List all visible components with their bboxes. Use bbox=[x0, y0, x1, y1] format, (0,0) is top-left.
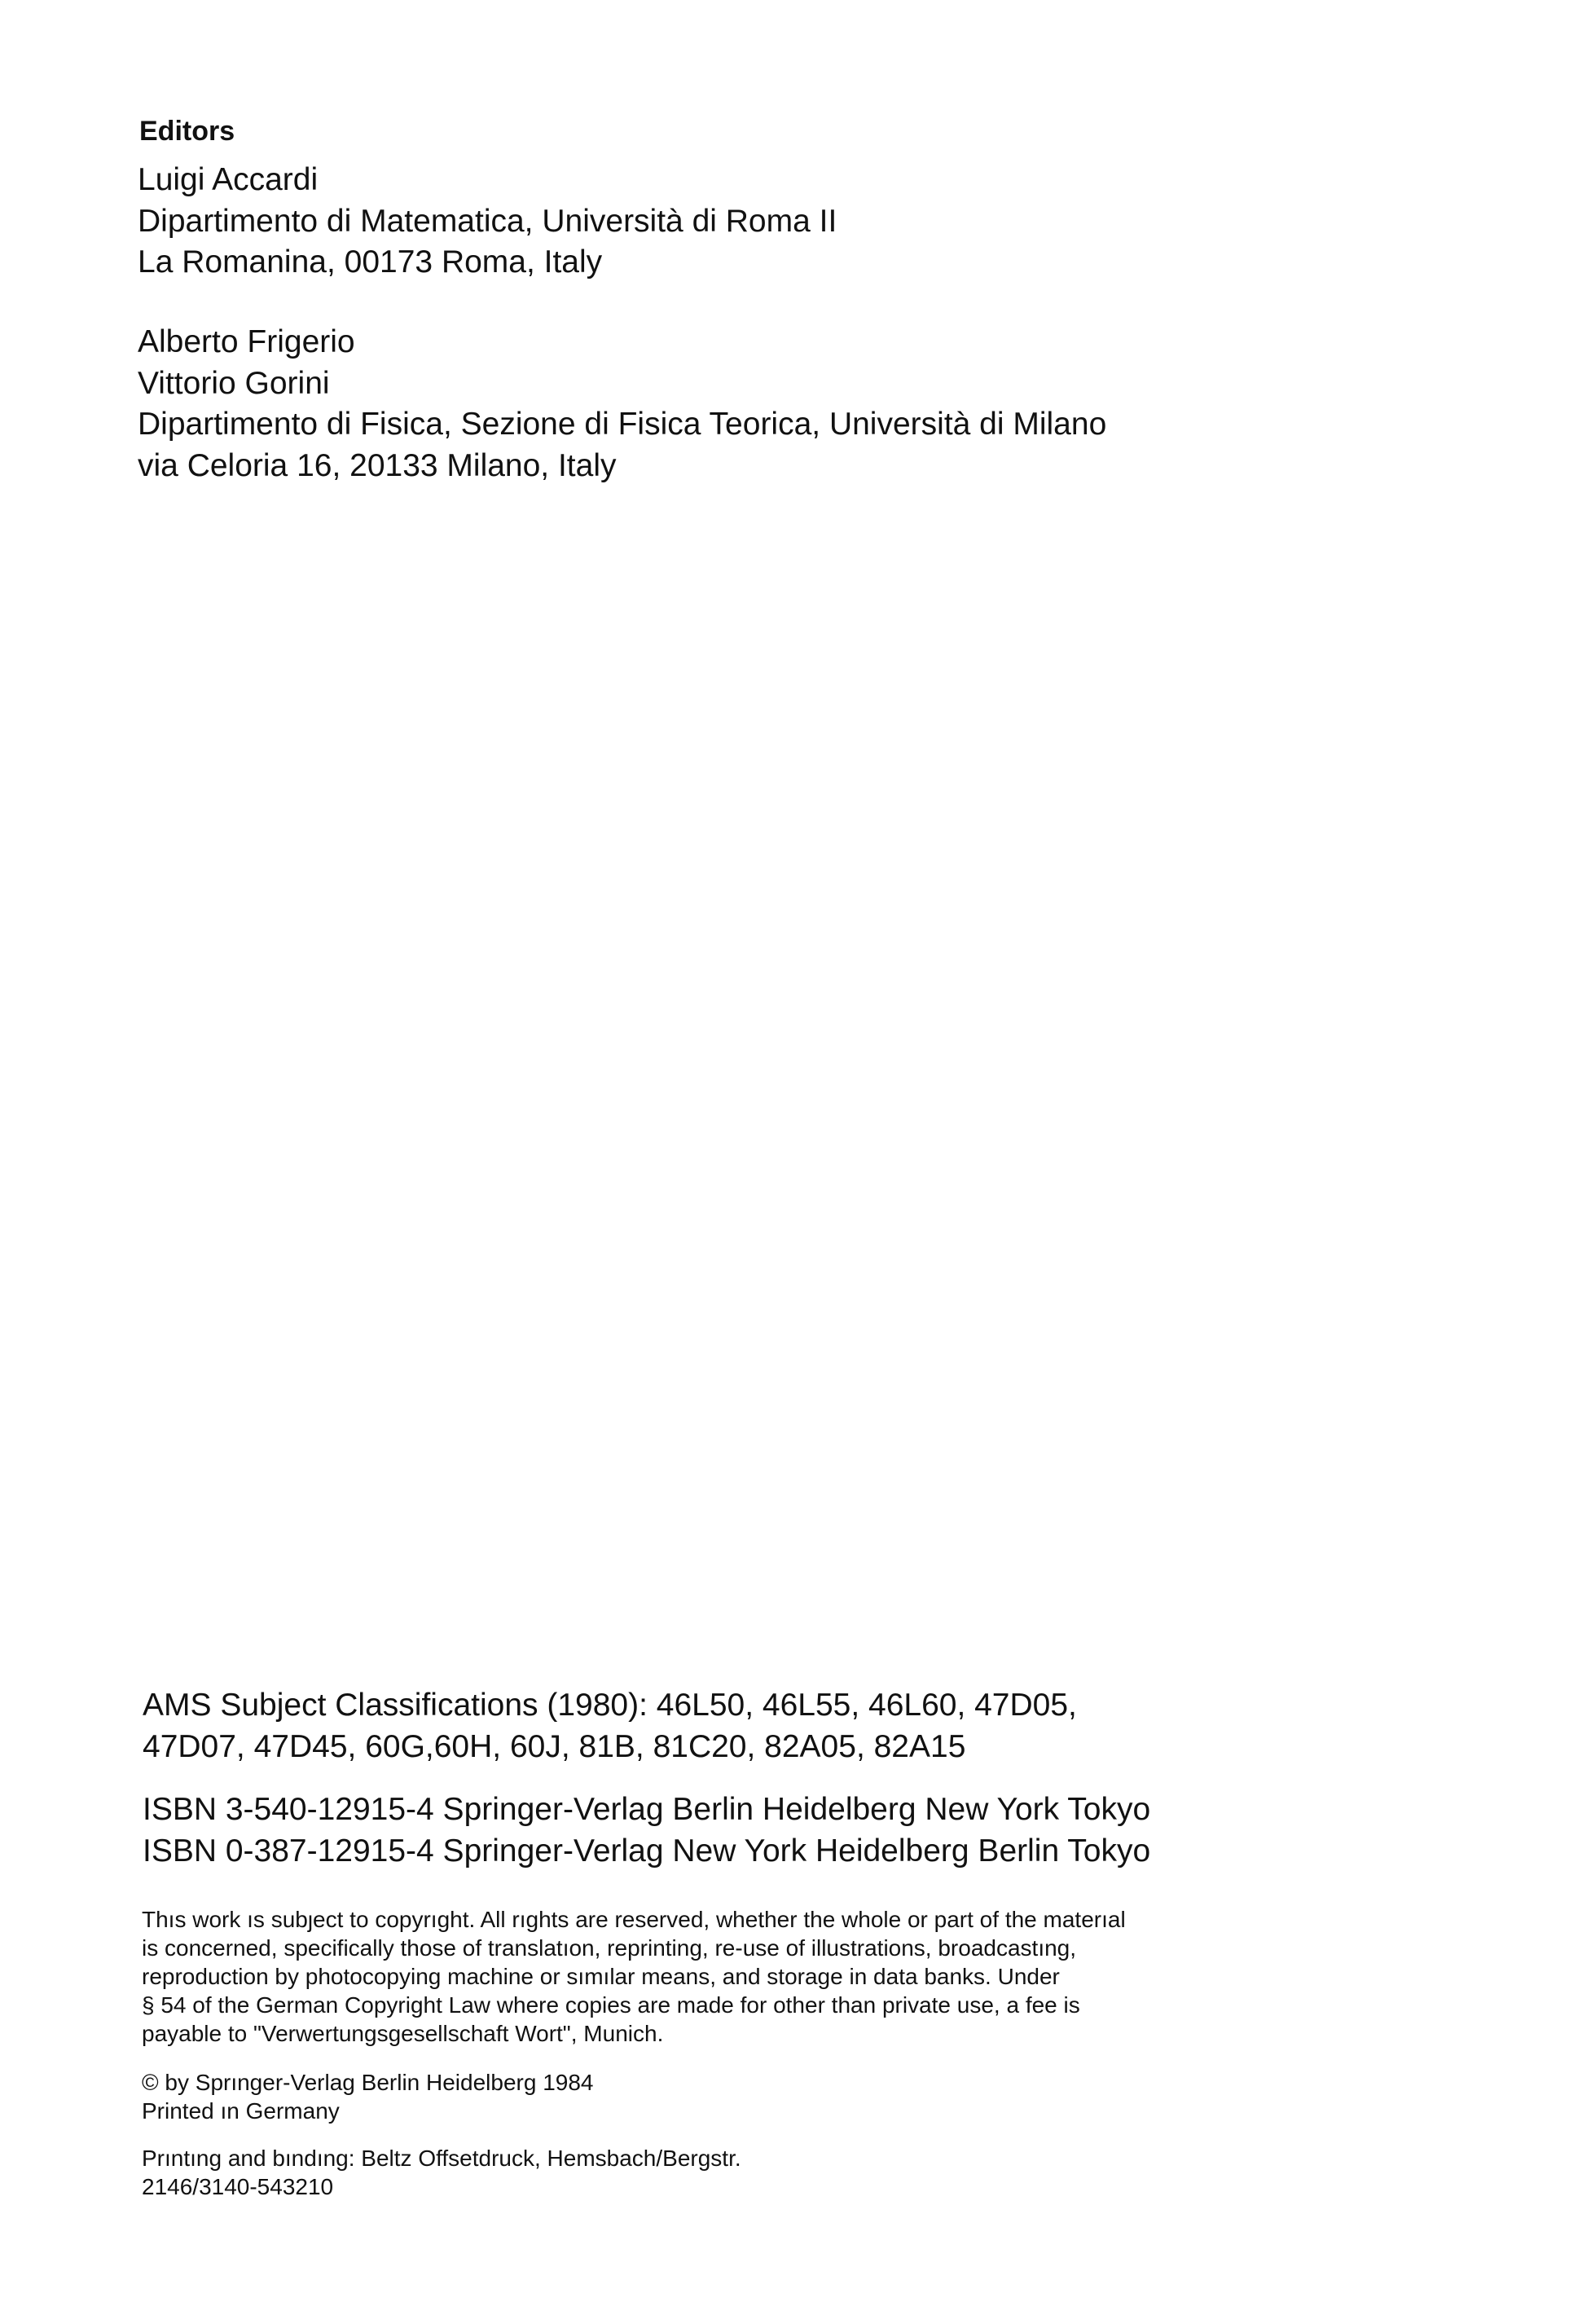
isbn-block bbox=[143, 1789, 1150, 1872]
editor-milano-block bbox=[138, 322, 1106, 486]
editor-name: Alberto Frigerio bbox=[138, 324, 355, 359]
copyright-notice bbox=[142, 1905, 1126, 2048]
notice-line: is concerned, specifically those of translatıon, reprinting, re-use of illustrations, broadcastıng, bbox=[142, 1935, 1077, 1961]
notice-line: payable to "Verwertungsgesellschaft Wort", Munich. bbox=[142, 2021, 664, 2046]
notice-line: § 54 of the German Copyright Law where copies are made for other than private use, a fee is bbox=[142, 1992, 1080, 2018]
notice-line: Thıs work ıs subȷect to copyrıght. All rıghts are reserved, whether the whole or part of the materıal bbox=[142, 1907, 1126, 1932]
notice-line: reproduction by photocopying machine or sımılar means, and storage in data banks. Under bbox=[142, 1964, 1060, 1989]
publisher-copyright bbox=[142, 2068, 594, 2125]
editor-name: Luigi Accardi bbox=[138, 162, 319, 197]
ams-classifications bbox=[143, 1685, 1077, 1767]
isbn-line: ISBN 3-540-12915-4 Springer-Verlag Berlin Heidelberg New York Tokyo bbox=[143, 1792, 1151, 1827]
editor-name: Vittorio Gorini bbox=[138, 365, 330, 401]
print-code: 2146/3140-543210 bbox=[142, 2174, 334, 2199]
printing-info bbox=[142, 2144, 741, 2201]
editor-address-line: via Celoria 16, 20133 Milano, Italy bbox=[138, 447, 617, 483]
ams-line: 47D07, 47D45, 60G,60H, 60J, 81B, 81C20, 82A05, 82A15 bbox=[143, 1728, 966, 1764]
isbn-line: ISBN 0-387-12915-4 Springer-Verlag New York Heidelberg Berlin Tokyo bbox=[143, 1833, 1151, 1868]
printed-in-line: Printed ın Germany bbox=[142, 2098, 340, 2124]
editor-address-line: Dipartimento di Matematica, Università di Roma II bbox=[138, 203, 837, 239]
copyright-line: © by Sprınger-Verlag Berlin Heidelberg 1984 bbox=[142, 2070, 594, 2095]
editor-address-line: La Romanina, 00173 Roma, Italy bbox=[138, 244, 603, 279]
ams-line: AMS Subject Classifications (1980): 46L50, 46L55, 46L60, 47D05, bbox=[143, 1688, 1077, 1723]
editor-accardi-block bbox=[138, 160, 837, 284]
editors-heading: Editors bbox=[139, 116, 235, 147]
editor-address-line: Dipartimento di Fisica, Sezione di Fisica Teorica, Università di Milano bbox=[138, 407, 1107, 442]
printer-line: Prıntıng and bındıng: Beltz Offsetdruck, Hemsbach/Bergstr. bbox=[142, 2146, 741, 2171]
